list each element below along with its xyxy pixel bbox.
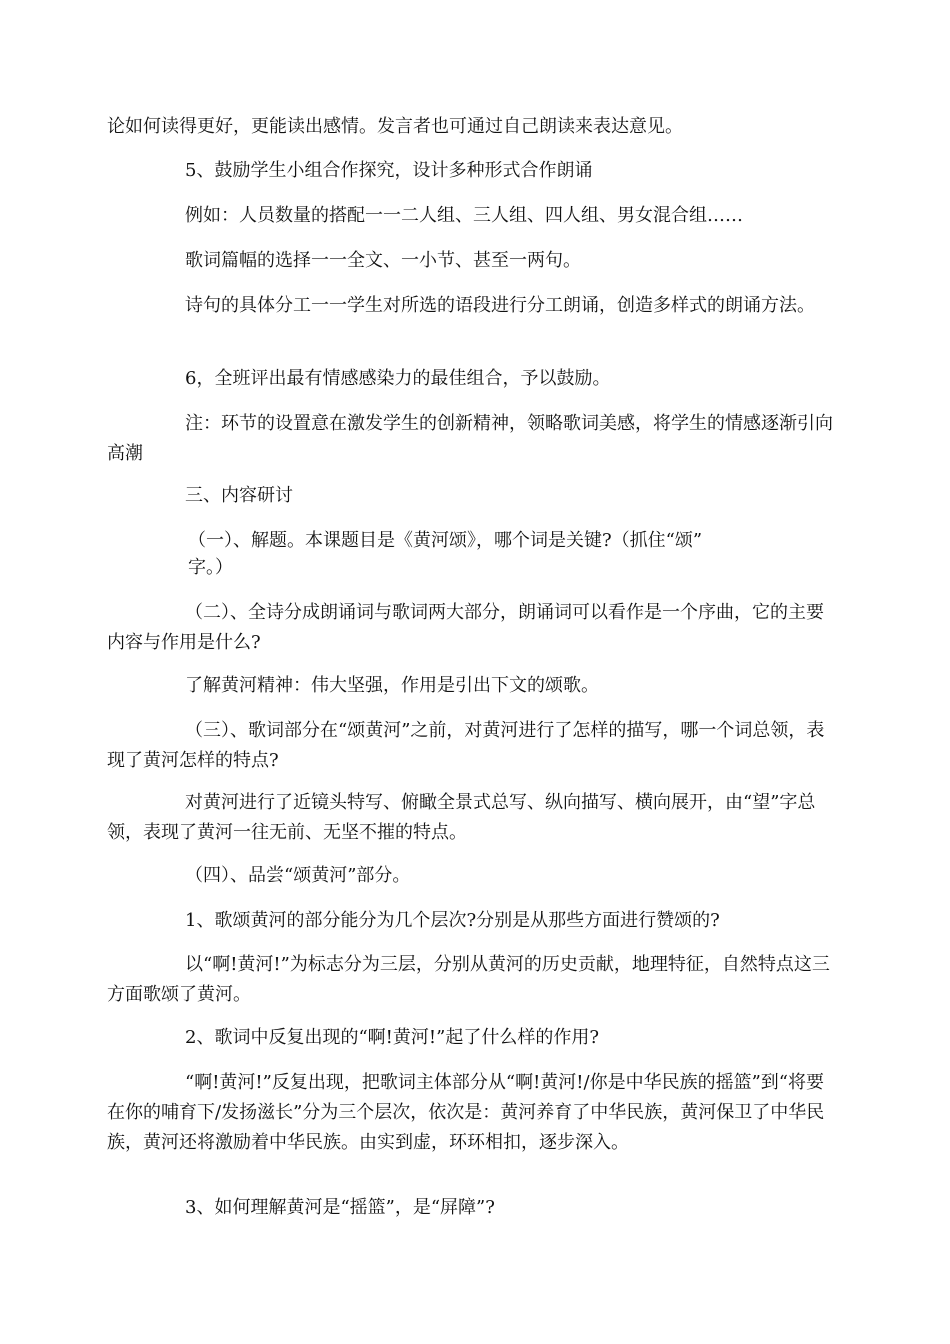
paragraph-9: （一）、解题。本课题目是《黄河颂》，哪个词是关键?（抓住“颂” [188, 530, 703, 551]
paragraph-1: 论如何读得更好，更能读出感情。发言者也可通过自己朗读来表达意见。 [107, 116, 683, 137]
paragraph-12: 了解黄河精神：伟大坚强，作用是引出下文的颂歌。 [185, 675, 599, 696]
paragraph-4: 歌词篇幅的选择一一全文、一小节、甚至一两句。 [185, 250, 581, 271]
paragraph-14: 对黄河进行了近镜头特写、俯瞰全景式总写、纵向描写、横向展开，由“望”字总领，表现了黄河一往无前、无坚不摧的特点。 [107, 792, 816, 843]
paragraph-18: 2、歌词中反复出现的“啊!黄河!”起了什么样的作用? [185, 1027, 599, 1048]
paragraph-15: （四）、品尝“颂黄河”部分。 [185, 865, 411, 886]
paragraph-2: 5、鼓励学生小组合作探究，设计多种形式合作朗诵 [185, 160, 593, 181]
paragraph-6: 6，全班评出最有情感感染力的最佳组合，予以鼓励。 [185, 368, 611, 389]
section-heading: 三、内容研讨 [185, 485, 293, 506]
paragraph-10: 字。） [188, 557, 233, 578]
paragraph-19: “啊!黄河!”反复出现，把歌词主体部分从“啊!黄河!/你是中华民族的摇篮”到“将要在你的哺育下/发扬滋长”分为三个层次，依次是：黄河养育了中华民族，黄河保卫了中华民族，黄河还将激励着中华民族。由实到虚，环环相扣，逐步深入。 [107, 1072, 825, 1153]
paragraph-3: 例如：人员数量的搭配一一二人组、三人组、四人组、男女混合组…… [185, 205, 743, 226]
paragraph-13: （三）、歌词部分在“颂黄河”之前，对黄河进行了怎样的描写，哪一个词总领，表现了黄河怎样的特点? [107, 720, 825, 771]
paragraph-5: 诗句的具体分工一一学生对所选的语段进行分工朗诵，创造多样式的朗诵方法。 [185, 295, 815, 316]
paragraph-20: 3、如何理解黄河是“摇篮”，是“屏障”? [185, 1197, 495, 1218]
paragraph-16: 1、歌颂黄河的部分能分为几个层次?分别是从那些方面进行赞颂的? [185, 910, 720, 931]
paragraph-7: 注：环节的设置意在激发学生的创新精神，领略歌词美感，将学生的情感逐渐引向高潮 [107, 413, 833, 464]
paragraph-17: 以“啊!黄河!”为标志分为三层，分别从黄河的历史贡献，地理特征，自然特点这三方面歌颂了黄河。 [107, 954, 830, 1005]
paragraph-11: （二）、全诗分成朗诵词与歌词两大部分，朗诵词可以看作是一个序曲，它的主要内容与作用是什么? [107, 602, 824, 653]
